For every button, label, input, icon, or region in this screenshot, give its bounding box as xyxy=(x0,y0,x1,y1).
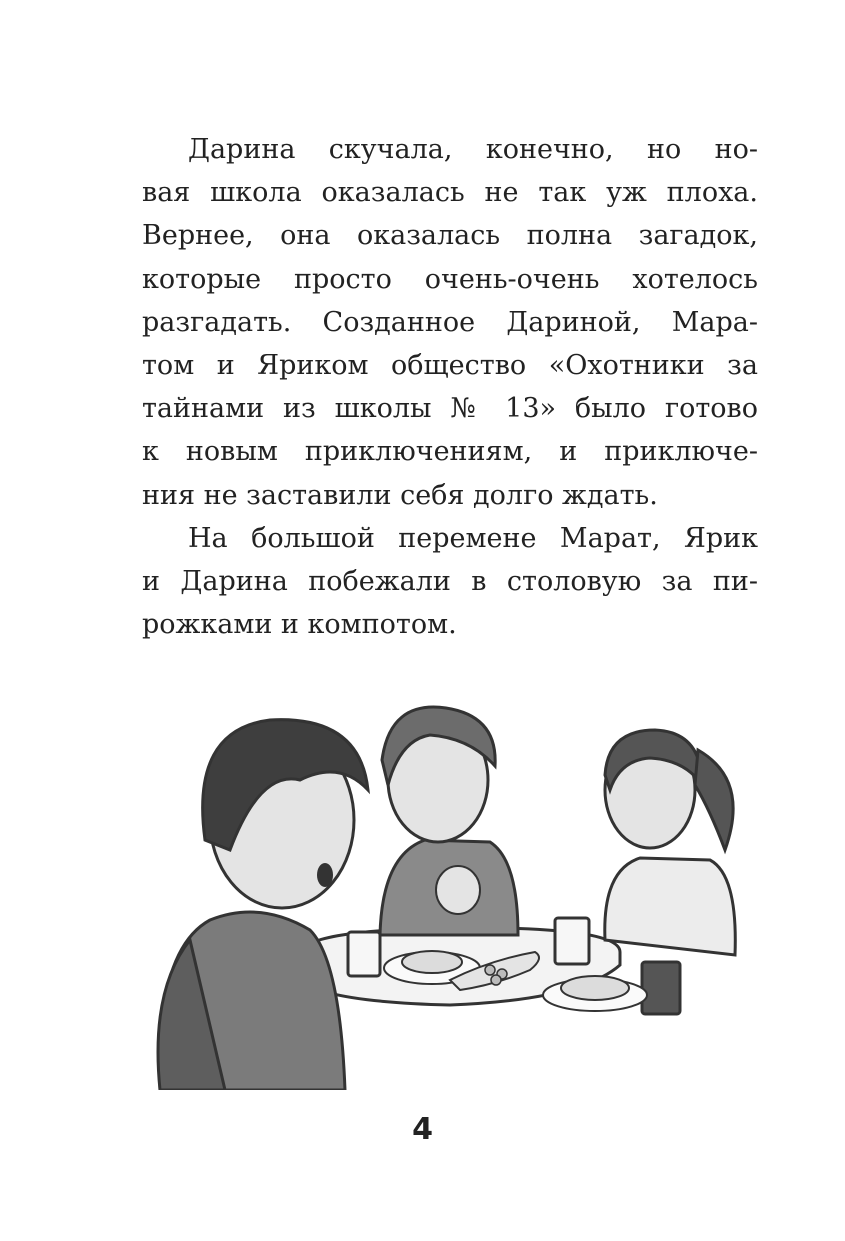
body-text xyxy=(142,128,758,646)
girl-body xyxy=(605,858,736,955)
glass-right xyxy=(642,962,680,1014)
text-line: вая школа оказалась не так уж плоха. xyxy=(142,177,758,209)
girl-ponytail xyxy=(695,750,733,850)
glass-left xyxy=(348,932,380,976)
text-line: разгадать. Созданное Дариной, Мара- xyxy=(142,306,758,338)
pirozhok-right xyxy=(561,976,629,1000)
text-line: Дарина скучала, конечно, но но- xyxy=(188,134,758,165)
text-line: Вернее, она оказалась полна загадок, xyxy=(142,220,758,252)
illustration-children-eating-at-table-icon xyxy=(150,690,750,1090)
text-line: и Дарина побежали в столовую за пи- xyxy=(142,565,758,597)
center-boy-hands xyxy=(436,866,480,914)
text-line: тайнами из школы № 13» было готово xyxy=(142,393,758,425)
paragraph-2 xyxy=(142,517,758,647)
text-line: том и Яриком общество «Охотники за xyxy=(142,349,758,381)
glass-center xyxy=(555,918,589,964)
text-line: На большой перемене Марат, Ярик xyxy=(188,522,758,554)
paragraph-1 xyxy=(142,128,758,517)
page-number: 4 xyxy=(412,1112,433,1147)
text-line: к новым приключениям, и приключе- xyxy=(142,436,758,468)
text-line: рожками и компотом. xyxy=(142,609,457,641)
front-boy-mouth xyxy=(317,863,333,887)
coin xyxy=(491,975,501,985)
pirozhok-left xyxy=(402,951,462,973)
coin xyxy=(485,965,495,975)
text-line: ния не заставили себя долго ждать. xyxy=(142,479,658,511)
text-line: которые просто очень-очень хотелось xyxy=(142,263,758,295)
